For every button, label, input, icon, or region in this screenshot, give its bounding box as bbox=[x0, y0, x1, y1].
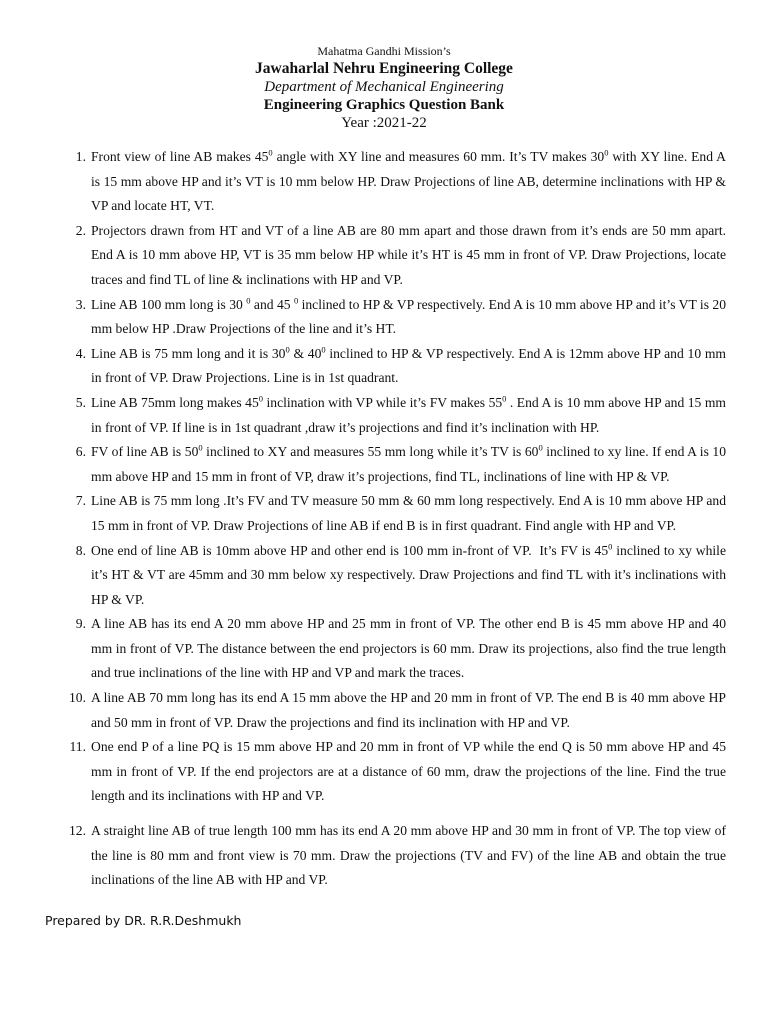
question-text: Front view of line AB makes $45^0$ angle with XY line and measures 60 mm. It’s TV makes $30^0$ with XY line. End A is 15 mm above HP and it’s VT is 10 mm below HP. Draw Projections of line AB, determine inclinations with HP & VP and locate HT, VT. bbox=[91, 147, 726, 214]
question-number: 3. bbox=[75, 296, 86, 312]
document-title: Engineering Graphics Question Bank bbox=[263, 97, 505, 113]
prepared-by-footer: Prepared by DR. R.R.Deshmukh bbox=[45, 913, 242, 928]
question-item bbox=[0, 489, 768, 538]
question-item bbox=[0, 145, 768, 219]
question-text: One end P of a line PQ is 15 mm above HP and 20 mm in front of VP while the end Q is 50 mm above HP and 45 mm in front of VP. If the end projectors are at a distance of 60 mm, draw the projections of the line. Find the true length and its inclinations with HP and VP. bbox=[91, 739, 726, 804]
question-list bbox=[0, 145, 768, 893]
question-item bbox=[0, 539, 768, 613]
question-number: 9. bbox=[75, 616, 86, 632]
academic-year: Year :2021-22 bbox=[341, 115, 427, 131]
institution-name: Mahatma Gandhi Mission’s bbox=[317, 44, 451, 58]
question-item bbox=[0, 612, 768, 686]
question-number: 8. bbox=[75, 542, 86, 558]
question-text: Line AB 75mm long makes $45^0$ inclination with VP while it’s FV makes $55^0$ . End A is 10 mm above HP and 15 mm in front of VP. If line is in 1st quadrant ,draw it’s projections and find it’s inclination with HP. bbox=[91, 393, 726, 435]
question-number: 6. bbox=[75, 444, 86, 460]
question-number: 2. bbox=[75, 222, 86, 238]
question-number: 12. bbox=[69, 823, 86, 839]
question-item bbox=[0, 735, 768, 809]
question-number: 5. bbox=[75, 394, 86, 410]
question-number: 1. bbox=[75, 149, 86, 164]
question-text: Line AB 100 mm long is 30 $^0$ and 45 $^0$ inclined to HP & VP respectively. End A is 10 mm above HP and it’s VT is 20 mm below HP .Draw Projections of the line and it’s HT. bbox=[91, 295, 726, 337]
question-text: One end of line AB is 10mm above HP and other end is 100 mm in-front of VP. It’s FV is $45^0$ inclined to xy while it’s HT & VT are 45mm and 30 mm below xy respectively. Draw Projections and find TL with it’s inclinations with HP & VP. bbox=[91, 540, 726, 607]
question-text: A straight line AB of true length 100 mm has its end A 20 mm above HP and 30 mm in front of VP. The top view of the line is 80 mm and front view is 70 mm. Draw the projections (TV and FV) of the line AB and obtain the true inclinations of the line AB with HP and VP. bbox=[91, 823, 726, 888]
question-text: Line AB is 75 mm long .It’s FV and TV measure 50 mm & 60 mm long respectively. End A is 10 mm above HP and 15 mm in front of VP. Draw Projections of line AB if end B is in first quadrant. Find angle with HP and VP. bbox=[91, 493, 726, 533]
question-text: Line AB is 75 mm long and it is $30^0$ & $40^0$ inclined to HP & VP respectively. End A is 12mm above HP and 10 mm in front of VP. Draw Projections. Line is in 1st quadrant. bbox=[91, 344, 726, 386]
question-item bbox=[0, 686, 768, 735]
question-number: 4. bbox=[75, 345, 86, 361]
question-text: A line AB 70 mm long has its end A 15 mm above the HP and 20 mm in front of VP. The end B is 40 mm above HP and 50 mm in front of VP. Draw the projections and find its inclination with HP and VP. bbox=[91, 690, 726, 730]
question-number: 7. bbox=[75, 493, 86, 509]
question-text: FV of line AB is $50^0$ inclined to XY and measures 55 mm long while it’s TV is $60^0$ inclined to xy line. If end A is 10 mm above HP and 15 mm in front of VP, draw it’s projections, find TL, inclinations of line with HP & VP. bbox=[91, 442, 726, 484]
question-item bbox=[0, 219, 768, 293]
document-header bbox=[0, 44, 768, 132]
question-number: 11. bbox=[69, 739, 86, 755]
question-item bbox=[0, 391, 768, 440]
question-text: Projectors drawn from HT and VT of a line AB are 80 mm apart and those drawn from it’s ends are 50 mm apart. End A is 10 mm above HP, VT is 35 mm below HP while it’s HT is 45 mm in front of VP. Draw Projections, locate traces and find TL of line & inclinations with HP and VP. bbox=[91, 222, 726, 287]
question-item bbox=[0, 819, 768, 893]
question-item bbox=[0, 342, 768, 391]
question-item bbox=[0, 440, 768, 489]
department-name: Department of Mechanical Engineering bbox=[264, 79, 504, 95]
question-number: 10. bbox=[69, 690, 86, 706]
question-text: A line AB has its end A 20 mm above HP and 25 mm in front of VP. The other end B is 45 mm above HP and 40 mm in front of VP. The distance between the end projectors is 60 mm. Draw its projections, also find the true length and true inclinations of the line with HP and VP and mark the traces. bbox=[91, 616, 726, 681]
question-item bbox=[0, 293, 768, 342]
college-name: Jawaharlal Nehru Engineering College bbox=[255, 60, 513, 77]
